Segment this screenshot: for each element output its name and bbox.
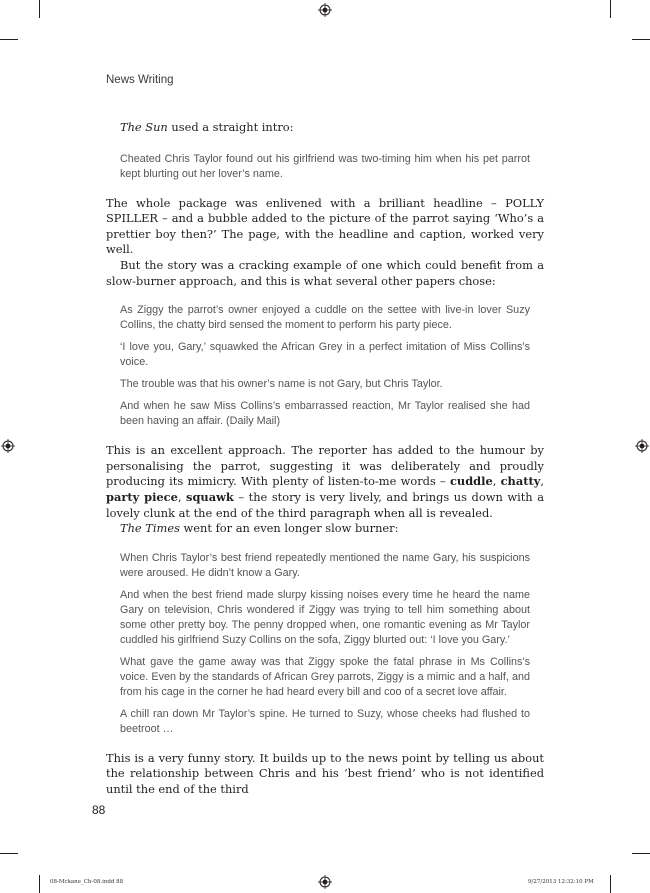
registration-mark-icon [1,439,15,453]
date-slug: 9/27/2013 12:32:10 PM [528,879,594,885]
publication-name: The Times [120,521,180,536]
para-text: went for an even longer slow burner: [179,521,399,536]
publication-name: The Sun [120,120,168,134]
separator: , [492,474,501,489]
intro-line [120,120,544,136]
crop-mark [39,875,40,893]
crop-mark [0,853,18,854]
quote-paragraph: What gave the game away was that Ziggy spoke the fatal phrase in Ms Collins’s voice. Even by the standards of African Grey parrots, Ziggy is a mimic and a half, and from his cage in the corner he had heard every bill and coo of a secret love affair. [120,655,530,698]
crop-mark [632,39,650,40]
separator: , [177,489,187,504]
crop-mark [610,0,611,18]
crop-mark [0,39,18,40]
block-quote [106,551,544,737]
body-paragraph [106,443,544,521]
quote-paragraph: Cheated Chris Taylor found out his girlfriend was two-timing him when his pet parrot kept blurting out her lover’s name. [120,152,530,180]
quote-paragraph: ‘I love you, Gary,’ squawked the African Grey in a perfect imitation of Miss Collins’s voice. [120,341,530,369]
body-paragraph: This is a very funny story. It builds up to the news point by telling us about the relationship between Chris and his ‘best friend’ who is not identified until the end of the third [106,750,544,796]
quote-paragraph: When Chris Taylor’s best friend repeatedly mentioned the name Gary, his suspicions were aroused. He didn’t know a Gary. [120,551,530,579]
para-text: – the story is very lively, and brings us down with a lovely clunk at the end of the third paragraph when all is revealed. [106,489,544,520]
page-body [106,120,544,798]
registration-mark-icon [318,875,332,889]
quote-paragraph: The trouble was that his owner’s name is not Gary, but Chris Taylor. [120,378,443,391]
quote-paragraph: And when he saw Miss Collins’s embarrassed reaction, Mr Taylor realised she had been having an affair. (Daily Mail) [120,400,530,428]
page-number: 88 [92,803,106,817]
intro-text: used a straight intro: [167,120,294,134]
crop-mark [632,853,650,854]
quote-paragraph: A chill ran down Mr Taylor’s spine. He turned to Suzy, whose cheeks had flushed to beetroot … [120,707,530,735]
emphasis-word: squawk [186,489,234,504]
block-quote [106,303,544,429]
emphasis-word: party piece [106,489,178,504]
quote-paragraph: As Ziggy the parrot’s owner enjoyed a cuddle on the settee with live-in lover Suzy Collins, the chatty bird sensed the moment to perform his party piece. [120,304,530,332]
registration-mark-icon [635,439,649,453]
quote-paragraph: And when the best friend made slurpy kissing noises every time he heard the name Gary on television, Chris wondered if Ziggy was trying to tell him something about some other pretty boy. The penny dropped when, one romantic evening as Mr Taylor cuddled his girlfriend Suzy Collins on the sofa, Ziggy blurted out: ‘I love you Gary.’ [120,588,530,646]
running-head: News Writing [106,74,174,86]
body-paragraph: But the story was a cracking example of one which could benefit from a slow-burner approach, and this is what several other papers chose: [106,257,544,288]
file-slug: 08-Mckane_Ch-08.indd 88 [50,879,124,885]
para-text: This is an excellent approach. The reporter has added to the humour by personalising the parrot, suggesting it was deliberately and proudly producing its mimicry. With plenty of listen-to-me words – [106,443,544,489]
body-paragraph: The whole package was enlivened with a brilliant headline – POLLY SPILLER – and a bubble added to the picture of the parrot saying ‘Who’s a prettier boy then?’ The page, with the headline and caption, worked very well. [106,195,544,257]
crop-mark [610,875,611,893]
emphasis-word: cuddle [450,474,493,489]
crop-mark [39,0,40,18]
emphasis-word: chatty [500,474,541,489]
registration-mark-icon [318,3,332,17]
separator: , [540,474,544,489]
body-paragraph [106,521,544,537]
